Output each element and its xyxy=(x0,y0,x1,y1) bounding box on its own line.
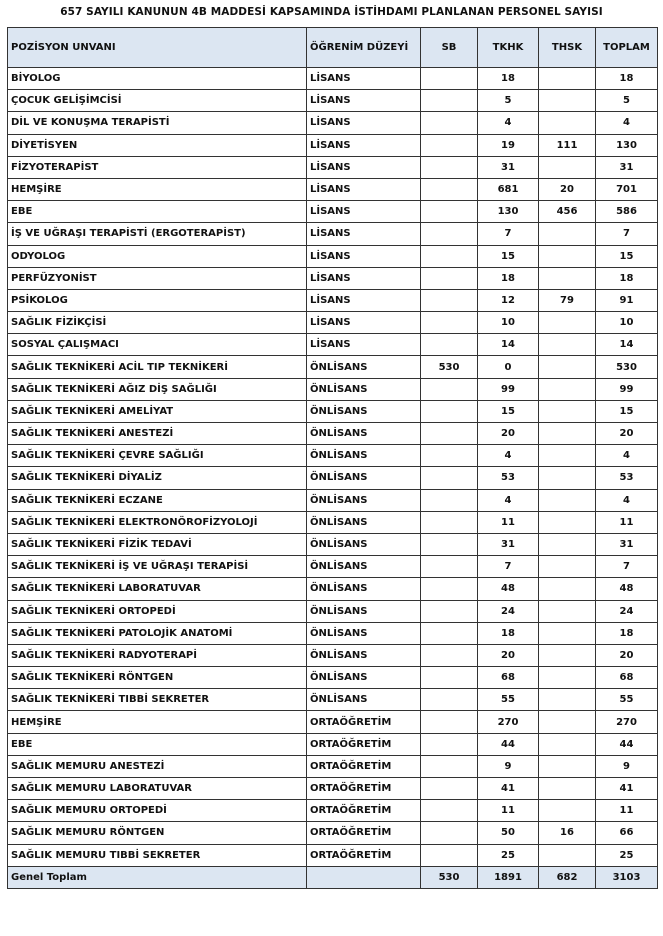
table-row xyxy=(8,289,658,311)
total-cell: 20 xyxy=(596,423,658,445)
education-cell: ORTAÖĞRETİM xyxy=(307,755,421,777)
table-row xyxy=(8,844,658,866)
total-cell: 11 xyxy=(596,511,658,533)
sb-cell xyxy=(421,156,478,178)
sb-cell xyxy=(421,134,478,156)
total-cell: 270 xyxy=(596,711,658,733)
sb-cell xyxy=(421,201,478,223)
education-cell: LİSANS xyxy=(307,134,421,156)
table-body xyxy=(8,68,658,867)
education-cell: ÖNLİSANS xyxy=(307,400,421,422)
table-row xyxy=(8,68,658,90)
total-cell: 701 xyxy=(596,178,658,200)
tkhk-cell: 15 xyxy=(478,245,539,267)
thsk-cell xyxy=(539,312,596,334)
sb-cell xyxy=(421,689,478,711)
education-cell: ORTAÖĞRETİM xyxy=(307,778,421,800)
thsk-cell: 20 xyxy=(539,178,596,200)
sb-cell xyxy=(421,90,478,112)
position-cell: FİZYOTERAPİST xyxy=(8,156,307,178)
table-row xyxy=(8,445,658,467)
thsk-cell: 79 xyxy=(539,289,596,311)
position-cell: SAĞLIK TEKNİKERİ TIBBİ SEKRETER xyxy=(8,689,307,711)
sb-cell xyxy=(421,267,478,289)
table-row xyxy=(8,644,658,666)
education-cell: ORTAÖĞRETİM xyxy=(307,733,421,755)
total-cell: 24 xyxy=(596,600,658,622)
table-row xyxy=(8,533,658,555)
total-cell: 31 xyxy=(596,156,658,178)
tkhk-cell: 41 xyxy=(478,778,539,800)
education-cell: LİSANS xyxy=(307,90,421,112)
education-cell: LİSANS xyxy=(307,312,421,334)
position-cell: EBE xyxy=(8,733,307,755)
position-cell: SAĞLIK MEMURU TIBBİ SEKRETER xyxy=(8,844,307,866)
table-row xyxy=(8,423,658,445)
education-cell: ORTAÖĞRETİM xyxy=(307,844,421,866)
thsk-cell xyxy=(539,800,596,822)
table-row xyxy=(8,822,658,844)
tkhk-cell: 68 xyxy=(478,667,539,689)
total-cell: 44 xyxy=(596,733,658,755)
table-row xyxy=(8,201,658,223)
total-cell: 10 xyxy=(596,312,658,334)
education-cell: ÖNLİSANS xyxy=(307,600,421,622)
total-cell: 9 xyxy=(596,755,658,777)
tkhk-cell: 99 xyxy=(478,378,539,400)
tkhk-cell: 20 xyxy=(478,423,539,445)
education-cell: LİSANS xyxy=(307,68,421,90)
total-cell: 66 xyxy=(596,822,658,844)
table-row xyxy=(8,511,658,533)
tkhk-cell: 50 xyxy=(478,822,539,844)
position-cell: SAĞLIK TEKNİKERİ RÖNTGEN xyxy=(8,667,307,689)
thsk-cell: 111 xyxy=(539,134,596,156)
position-cell: EBE xyxy=(8,201,307,223)
thsk-cell xyxy=(539,778,596,800)
position-cell: DİL VE KONUŞMA TERAPİSTİ xyxy=(8,112,307,134)
header-row xyxy=(8,28,658,68)
grand-total-education xyxy=(307,866,421,888)
position-cell: SAĞLIK TEKNİKERİ FİZİK TEDAVİ xyxy=(8,533,307,555)
table-row xyxy=(8,356,658,378)
total-cell: 15 xyxy=(596,400,658,422)
position-cell: SAĞLIK TEKNİKERİ ELEKTRONÖROFİZYOLOJİ xyxy=(8,511,307,533)
thsk-cell xyxy=(539,844,596,866)
position-cell: SAĞLIK TEKNİKERİ ANESTEZİ xyxy=(8,423,307,445)
total-cell: 20 xyxy=(596,644,658,666)
sb-cell xyxy=(421,667,478,689)
table-row xyxy=(8,400,658,422)
thsk-cell xyxy=(539,511,596,533)
tkhk-cell: 18 xyxy=(478,622,539,644)
thsk-cell xyxy=(539,400,596,422)
thsk-cell xyxy=(539,578,596,600)
sb-cell xyxy=(421,467,478,489)
thsk-cell xyxy=(539,667,596,689)
sb-cell xyxy=(421,578,478,600)
tkhk-cell: 4 xyxy=(478,445,539,467)
total-cell: 14 xyxy=(596,334,658,356)
total-cell: 25 xyxy=(596,844,658,866)
education-cell: ÖNLİSANS xyxy=(307,378,421,400)
table-row xyxy=(8,90,658,112)
tkhk-cell: 11 xyxy=(478,511,539,533)
thsk-cell xyxy=(539,644,596,666)
total-cell: 7 xyxy=(596,223,658,245)
sb-cell xyxy=(421,223,478,245)
table-row xyxy=(8,800,658,822)
tkhk-cell: 4 xyxy=(478,112,539,134)
position-cell: SAĞLIK TEKNİKERİ LABORATUVAR xyxy=(8,578,307,600)
total-cell: 31 xyxy=(596,533,658,555)
thsk-cell xyxy=(539,533,596,555)
grand-total-tkhk: 1891 xyxy=(478,866,539,888)
header-tkhk: TKHK xyxy=(478,28,539,68)
tkhk-cell: 31 xyxy=(478,156,539,178)
education-cell: ÖNLİSANS xyxy=(307,556,421,578)
position-cell: SAĞLIK TEKNİKERİ PATOLOJİK ANATOMİ xyxy=(8,622,307,644)
position-cell: SAĞLIK TEKNİKERİ ACİL TIP TEKNİKERİ xyxy=(8,356,307,378)
total-cell: 68 xyxy=(596,667,658,689)
position-cell: SAĞLIK TEKNİKERİ ORTOPEDİ xyxy=(8,600,307,622)
tkhk-cell: 18 xyxy=(478,267,539,289)
position-cell: SAĞLIK TEKNİKERİ ÇEVRE SAĞLIĞI xyxy=(8,445,307,467)
thsk-cell xyxy=(539,245,596,267)
thsk-cell xyxy=(539,711,596,733)
tkhk-cell: 24 xyxy=(478,600,539,622)
thsk-cell xyxy=(539,689,596,711)
education-cell: ÖNLİSANS xyxy=(307,667,421,689)
sb-cell xyxy=(421,778,478,800)
position-cell: SAĞLIK FİZİKÇİSİ xyxy=(8,312,307,334)
education-cell: LİSANS xyxy=(307,334,421,356)
thsk-cell: 456 xyxy=(539,201,596,223)
education-cell: LİSANS xyxy=(307,267,421,289)
total-cell: 130 xyxy=(596,134,658,156)
position-cell: SAĞLIK TEKNİKERİ ECZANE xyxy=(8,489,307,511)
thsk-cell xyxy=(539,600,596,622)
total-cell: 41 xyxy=(596,778,658,800)
education-cell: LİSANS xyxy=(307,223,421,245)
total-cell: 55 xyxy=(596,689,658,711)
position-cell: SAĞLIK TEKNİKERİ DİYALİZ xyxy=(8,467,307,489)
position-cell: HEMŞİRE xyxy=(8,178,307,200)
grand-total-label: Genel Toplam xyxy=(8,866,307,888)
tkhk-cell: 7 xyxy=(478,556,539,578)
total-cell: 99 xyxy=(596,378,658,400)
personnel-table xyxy=(7,27,658,889)
sb-cell xyxy=(421,489,478,511)
education-cell: ÖNLİSANS xyxy=(307,489,421,511)
education-cell: ÖNLİSANS xyxy=(307,644,421,666)
total-cell: 11 xyxy=(596,800,658,822)
table-row xyxy=(8,378,658,400)
tkhk-cell: 48 xyxy=(478,578,539,600)
grand-total-sb: 530 xyxy=(421,866,478,888)
total-cell: 4 xyxy=(596,112,658,134)
tkhk-cell: 55 xyxy=(478,689,539,711)
sb-cell xyxy=(421,334,478,356)
grand-total-sum: 3103 xyxy=(596,866,658,888)
education-cell: ÖNLİSANS xyxy=(307,578,421,600)
thsk-cell xyxy=(539,733,596,755)
sb-cell xyxy=(421,533,478,555)
education-cell: LİSANS xyxy=(307,201,421,223)
education-cell: ÖNLİSANS xyxy=(307,356,421,378)
grand-total-thsk: 682 xyxy=(539,866,596,888)
sb-cell xyxy=(421,556,478,578)
total-cell: 4 xyxy=(596,445,658,467)
table-row xyxy=(8,134,658,156)
thsk-cell xyxy=(539,489,596,511)
header-position: POZİSYON UNVANI xyxy=(8,28,307,68)
education-cell: ORTAÖĞRETİM xyxy=(307,711,421,733)
total-cell: 7 xyxy=(596,556,658,578)
sb-cell xyxy=(421,511,478,533)
sb-cell xyxy=(421,711,478,733)
table-row xyxy=(8,689,658,711)
total-cell: 586 xyxy=(596,201,658,223)
sb-cell xyxy=(421,733,478,755)
total-cell: 15 xyxy=(596,245,658,267)
education-cell: ÖNLİSANS xyxy=(307,445,421,467)
education-cell: LİSANS xyxy=(307,112,421,134)
tkhk-cell: 20 xyxy=(478,644,539,666)
grand-total-row xyxy=(8,866,658,888)
document-title: 657 SAYILI KANUNUN 4B MADDESİ KAPSAMINDA İSTİHDAMI PLANLANAN PERSONEL SAYISI xyxy=(60,6,603,18)
sb-cell xyxy=(421,178,478,200)
table-row xyxy=(8,578,658,600)
thsk-cell xyxy=(539,112,596,134)
sb-cell xyxy=(421,112,478,134)
sb-cell xyxy=(421,800,478,822)
education-cell: ÖNLİSANS xyxy=(307,467,421,489)
tkhk-cell: 5 xyxy=(478,90,539,112)
tkhk-cell: 11 xyxy=(478,800,539,822)
table-row xyxy=(8,711,658,733)
position-cell: BİYOLOG xyxy=(8,68,307,90)
tkhk-cell: 53 xyxy=(478,467,539,489)
tkhk-cell: 15 xyxy=(478,400,539,422)
table-row xyxy=(8,223,658,245)
position-cell: ODYOLOG xyxy=(8,245,307,267)
header-thsk: THSK xyxy=(539,28,596,68)
tkhk-cell: 10 xyxy=(478,312,539,334)
thsk-cell xyxy=(539,622,596,644)
tkhk-cell: 19 xyxy=(478,134,539,156)
tkhk-cell: 31 xyxy=(478,533,539,555)
table-row xyxy=(8,245,658,267)
thsk-cell xyxy=(539,334,596,356)
education-cell: ÖNLİSANS xyxy=(307,689,421,711)
header-sb: SB xyxy=(421,28,478,68)
tkhk-cell: 4 xyxy=(478,489,539,511)
tkhk-cell: 18 xyxy=(478,68,539,90)
position-cell: SAĞLIK MEMURU RÖNTGEN xyxy=(8,822,307,844)
total-cell: 53 xyxy=(596,467,658,489)
sb-cell xyxy=(421,245,478,267)
thsk-cell xyxy=(539,423,596,445)
thsk-cell xyxy=(539,378,596,400)
tkhk-cell: 44 xyxy=(478,733,539,755)
sb-cell xyxy=(421,622,478,644)
position-cell: SAĞLIK TEKNİKERİ AMELİYAT xyxy=(8,400,307,422)
total-cell: 18 xyxy=(596,622,658,644)
thsk-cell xyxy=(539,90,596,112)
header-education: ÖĞRENİM DÜZEYİ xyxy=(307,28,421,68)
table-row xyxy=(8,267,658,289)
education-cell: LİSANS xyxy=(307,178,421,200)
tkhk-cell: 0 xyxy=(478,356,539,378)
position-cell: SAĞLIK TEKNİKERİ İŞ VE UĞRAŞI TERAPİSİ xyxy=(8,556,307,578)
header-total: TOPLAM xyxy=(596,28,658,68)
thsk-cell xyxy=(539,445,596,467)
total-cell: 18 xyxy=(596,267,658,289)
thsk-cell xyxy=(539,267,596,289)
position-cell: SOSYAL ÇALIŞMACI xyxy=(8,334,307,356)
sb-cell xyxy=(421,822,478,844)
education-cell: LİSANS xyxy=(307,156,421,178)
sb-cell xyxy=(421,644,478,666)
position-cell: SAĞLIK MEMURU ANESTEZİ xyxy=(8,755,307,777)
thsk-cell xyxy=(539,556,596,578)
total-cell: 4 xyxy=(596,489,658,511)
total-cell: 5 xyxy=(596,90,658,112)
total-cell: 530 xyxy=(596,356,658,378)
thsk-cell xyxy=(539,68,596,90)
sb-cell xyxy=(421,423,478,445)
position-cell: DİYETİSYEN xyxy=(8,134,307,156)
position-cell: SAĞLIK TEKNİKERİ RADYOTERAPİ xyxy=(8,644,307,666)
tkhk-cell: 270 xyxy=(478,711,539,733)
education-cell: ORTAÖĞRETİM xyxy=(307,822,421,844)
sb-cell xyxy=(421,289,478,311)
position-cell: SAĞLIK TEKNİKERİ AĞIZ DİŞ SAĞLIĞI xyxy=(8,378,307,400)
table-row xyxy=(8,467,658,489)
position-cell: SAĞLIK MEMURU ORTOPEDİ xyxy=(8,800,307,822)
position-cell: ÇOCUK GELİŞİMCİSİ xyxy=(8,90,307,112)
sb-cell xyxy=(421,68,478,90)
sb-cell xyxy=(421,445,478,467)
position-cell: SAĞLIK MEMURU LABORATUVAR xyxy=(8,778,307,800)
table-row xyxy=(8,156,658,178)
sb-cell xyxy=(421,312,478,334)
sb-cell xyxy=(421,600,478,622)
education-cell: ORTAÖĞRETİM xyxy=(307,800,421,822)
position-cell: HEMŞİRE xyxy=(8,711,307,733)
table-row xyxy=(8,622,658,644)
table-row xyxy=(8,755,658,777)
total-cell: 91 xyxy=(596,289,658,311)
thsk-cell xyxy=(539,223,596,245)
education-cell: LİSANS xyxy=(307,245,421,267)
sb-cell: 530 xyxy=(421,356,478,378)
tkhk-cell: 25 xyxy=(478,844,539,866)
tkhk-cell: 7 xyxy=(478,223,539,245)
table-row xyxy=(8,334,658,356)
thsk-cell xyxy=(539,467,596,489)
education-cell: ÖNLİSANS xyxy=(307,423,421,445)
table-row xyxy=(8,600,658,622)
thsk-cell xyxy=(539,156,596,178)
thsk-cell: 16 xyxy=(539,822,596,844)
position-cell: PSİKOLOG xyxy=(8,289,307,311)
total-cell: 48 xyxy=(596,578,658,600)
sb-cell xyxy=(421,400,478,422)
sb-cell xyxy=(421,755,478,777)
table-row xyxy=(8,556,658,578)
table-row xyxy=(8,778,658,800)
tkhk-cell: 14 xyxy=(478,334,539,356)
table-row xyxy=(8,312,658,334)
table-row xyxy=(8,178,658,200)
total-cell: 18 xyxy=(596,68,658,90)
thsk-cell xyxy=(539,356,596,378)
table-row xyxy=(8,733,658,755)
thsk-cell xyxy=(539,755,596,777)
education-cell: ÖNLİSANS xyxy=(307,511,421,533)
education-cell: ÖNLİSANS xyxy=(307,533,421,555)
tkhk-cell: 9 xyxy=(478,755,539,777)
sb-cell xyxy=(421,844,478,866)
table-row xyxy=(8,667,658,689)
tkhk-cell: 130 xyxy=(478,201,539,223)
sb-cell xyxy=(421,378,478,400)
education-cell: ÖNLİSANS xyxy=(307,622,421,644)
position-cell: İŞ VE UĞRAŞI TERAPİSTİ (ERGOTERAPİST) xyxy=(8,223,307,245)
position-cell: PERFÜZYONİST xyxy=(8,267,307,289)
table-row xyxy=(8,112,658,134)
table-row xyxy=(8,489,658,511)
tkhk-cell: 681 xyxy=(478,178,539,200)
education-cell: LİSANS xyxy=(307,289,421,311)
tkhk-cell: 12 xyxy=(478,289,539,311)
